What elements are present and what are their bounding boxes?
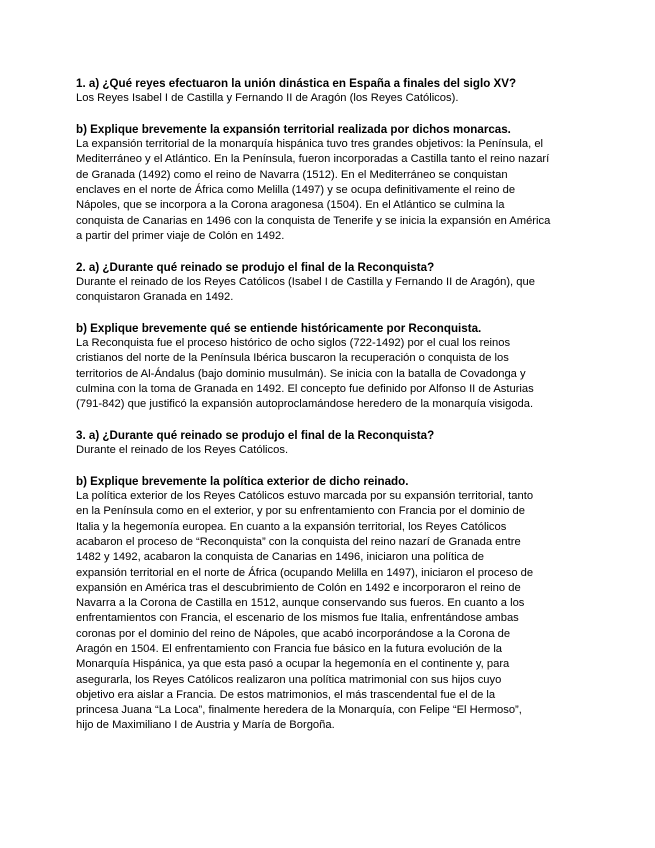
answer-line: conquista de Canarias en 1496 con la conquista de Tenerife y se inicia la expansión en América — [76, 214, 551, 227]
qa-section — [76, 428, 595, 459]
qa-section — [76, 122, 595, 244]
answer-line: Italia y la hegemonía europea. En cuanto a la expansión territorial, los Reyes Católicos — [76, 520, 507, 533]
answer-line: acabaron el proceso de “Reconquista” con la conquista del reino nazarí de Granada entre — [76, 535, 521, 548]
qa-section — [76, 321, 595, 413]
answer-line: Mediterráneo y el Atlántico. En la Península, fueron incorporadas a Castilla tanto el reino nazarí — [76, 153, 550, 166]
answer-line: Monarquía Hispánica, ya que esta pasó a ocupar la hegemonía en el continente y, para — [76, 658, 510, 671]
answer-line: coronas por el dominio del reino de Nápoles, que acabó incorporándose a la Corona de — [76, 627, 511, 640]
answer-line: enfrentamientos con Francia, el escenario de los mismos fue Italia, enfrentándose ambas — [76, 612, 519, 625]
section-spacer — [76, 458, 595, 473]
answer-line: enclaves en el norte de África como Melilla (1497) y se ocupa definitivamente el reino de — [76, 184, 516, 197]
answer-line: expansión territorial en el norte de África (ocupando Melilla en 1497), iniciaron el proceso de — [76, 566, 534, 579]
answer-line: princesa Juana “La Loca”, finalmente heredera de la Monarquía, con Felipe “El Hermoso”, — [76, 704, 522, 717]
answer-line: hijo de Maximiliano I de Austria y María de Borgoña. — [76, 719, 335, 732]
section-spacer — [76, 107, 595, 122]
qa-section — [76, 76, 595, 107]
answer-line: Durante el reinado de los Reyes Católicos (Isabel I de Castilla y Fernando II de Aragón), que — [76, 275, 535, 288]
answer-line: 1482 y 1492, acabaron la conquista de Canarias en 1496, iniciaron una política de — [76, 551, 485, 564]
answer-line: La expansión territorial de la monarquía hispánica tuvo tres grandes objetivos: la Península, el — [76, 138, 544, 151]
qa-section — [76, 474, 595, 734]
section-spacer — [76, 244, 595, 259]
answer-line: Durante el reinado de los Reyes Católicos. — [76, 444, 289, 457]
answer-line: conquistaron Granada en 1492. — [76, 291, 234, 304]
answer-line: de Granada (1492) como el reino de Navarra (1512). En el Mediterráneo se conquistan — [76, 168, 508, 181]
answer-line: Aragón en 1504. El enfrentamiento con Francia fue básico en la futura evolución de la — [76, 642, 503, 655]
answer-line: territorios de Al-Ándalus (bajo dominio musulmán). Se inicia con la batalla de Covadonga y — [76, 367, 526, 380]
answer-line: en la Península como en el exterior, y por su enfrentamiento con Francia por el dominio de — [76, 505, 525, 518]
answer-line: expansión en América tras el descubrimiento de Colón en 1492 e incorporaron el reino de — [76, 581, 521, 594]
question-heading: b) Explique brevemente la política exterior de dicho reinado. — [76, 474, 409, 488]
answer-line: Nápoles, que se incorpora a la Corona aragonesa (1504). En el Atlántico se culmina la — [76, 199, 505, 212]
answer-line: La Reconquista fue el proceso histórico de ocho siglos (722-1492) por el cual los reinos — [76, 337, 511, 350]
qa-section — [76, 260, 595, 306]
answer-line: asegurarla, los Reyes Católicos realizaron una política matrimonial con sus hijos cuyo — [76, 673, 502, 686]
answer-line: Navarra a la Corona de Castilla en 1512, aunque conservando sus fueros. En cuanto a los — [76, 597, 525, 610]
answer-line: cristianos del norte de la Península Ibérica buscaron la recuperación o conquista de los — [76, 352, 509, 365]
question-heading: 3. a) ¿Durante qué reinado se produjo el final de la Reconquista? — [76, 428, 435, 442]
section-spacer — [76, 305, 595, 320]
question-heading: 2. a) ¿Durante qué reinado se produjo el final de la Reconquista? — [76, 260, 435, 274]
section-spacer — [76, 413, 595, 428]
answer-line: objetivo era aislar a Francia. De estos matrimonios, el más trascendental fue el de la — [76, 688, 496, 701]
question-heading: 1. a) ¿Qué reyes efectuaron la unión dinástica en España a finales del siglo XV? — [76, 77, 517, 90]
question-heading: b) Explique brevemente la expansión territorial realizada por dichos monarcas. — [76, 122, 511, 136]
answer-line: culmina con la toma de Granada en 1492. El concepto fue definido por Alfonso II de Asturias — [76, 382, 534, 395]
question-heading: b) Explique brevemente qué se entiende históricamente por Reconquista. — [76, 321, 482, 335]
answer-line: (791-842) que justificó la expansión autoproclamándose heredero de la monarquía visigoda. — [76, 398, 534, 411]
answer-line: a partir del primer viaje de Colón en 1492. — [76, 229, 285, 242]
answer-line: La política exterior de los Reyes Católicos estuvo marcada por su expansión territorial, tanto — [76, 490, 534, 503]
answer-line: Los Reyes Isabel I de Castilla y Fernando II de Aragón (los Reyes Católicos). — [76, 92, 459, 105]
